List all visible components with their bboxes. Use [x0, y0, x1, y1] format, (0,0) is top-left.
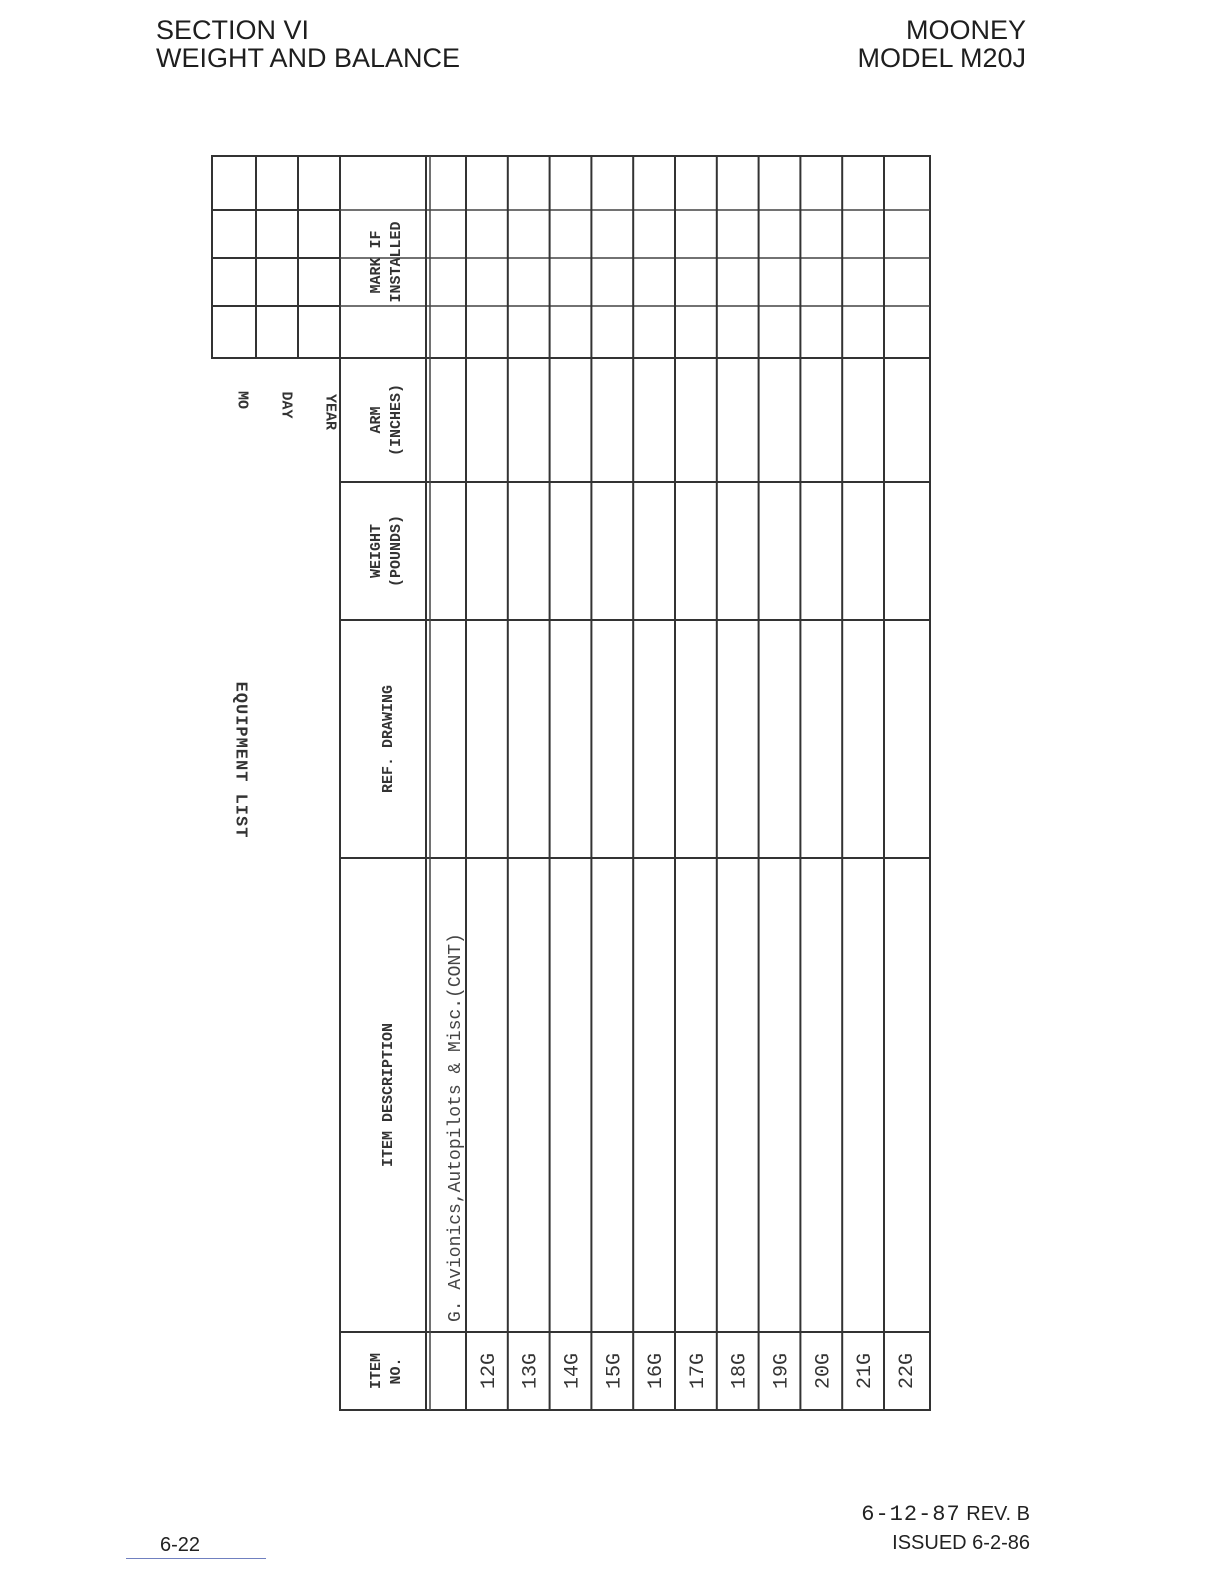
page-title-text: EQUIPMENT LIST [230, 681, 250, 839]
item-number-14g: 14G [561, 1352, 585, 1390]
col-head-mark-1: MARK IF [368, 230, 385, 294]
col-head-drawing: REF. DRAWING [380, 684, 397, 794]
item-number-18g: 18G [728, 1352, 752, 1390]
footer-rule [126, 1558, 266, 1559]
item-number-20g: 20G [812, 1352, 836, 1390]
col-head-description: ITEM DESCRIPTION [380, 1022, 397, 1168]
item-rows [478, 1353, 919, 1389]
section-subtitle: WEIGHT AND BALANCE [156, 43, 461, 73]
item-number-21g: 21G [854, 1352, 878, 1390]
item-number-13g: 13G [519, 1352, 543, 1390]
col-head-item-2: NO. [388, 1357, 405, 1385]
item-number-17g: 17G [686, 1352, 710, 1390]
revision-label: REV. B [966, 1503, 1030, 1525]
item-number-12g: 12G [477, 1352, 501, 1390]
section-label: SECTION VI [156, 15, 310, 45]
item-number-15g: 15G [603, 1352, 627, 1390]
item-number-16g: 16G [645, 1352, 669, 1390]
section-row-text: G. Avionics,Autopilots & Misc.(CONT) [446, 933, 466, 1322]
col-head-weight-1: WEIGHT [368, 523, 385, 579]
column-headers [368, 221, 405, 1389]
issued-date: ISSUED 6-2-86 [892, 1532, 1030, 1554]
brand-label: MOONEY [905, 15, 1026, 45]
item-number-22g: 22G [895, 1352, 919, 1390]
main-grid [340, 156, 930, 1410]
footer-revision [861, 1500, 1030, 1557]
col-head-weight-2: (POUNDS) [388, 514, 405, 588]
col-head-item-1: ITEM [368, 1352, 385, 1390]
item-number-19g: 19G [770, 1352, 794, 1390]
revision-date: 6-12-87 [861, 1502, 961, 1527]
page-number: 6-22 [160, 1534, 201, 1556]
model-label: MODEL M20J [857, 43, 1026, 73]
col-head-arm-2: (INCHES) [388, 383, 405, 457]
col-head-arm-1: ARM [368, 406, 385, 434]
date-grid [212, 156, 340, 358]
col-head-mark-2: INSTALLED [388, 221, 405, 303]
